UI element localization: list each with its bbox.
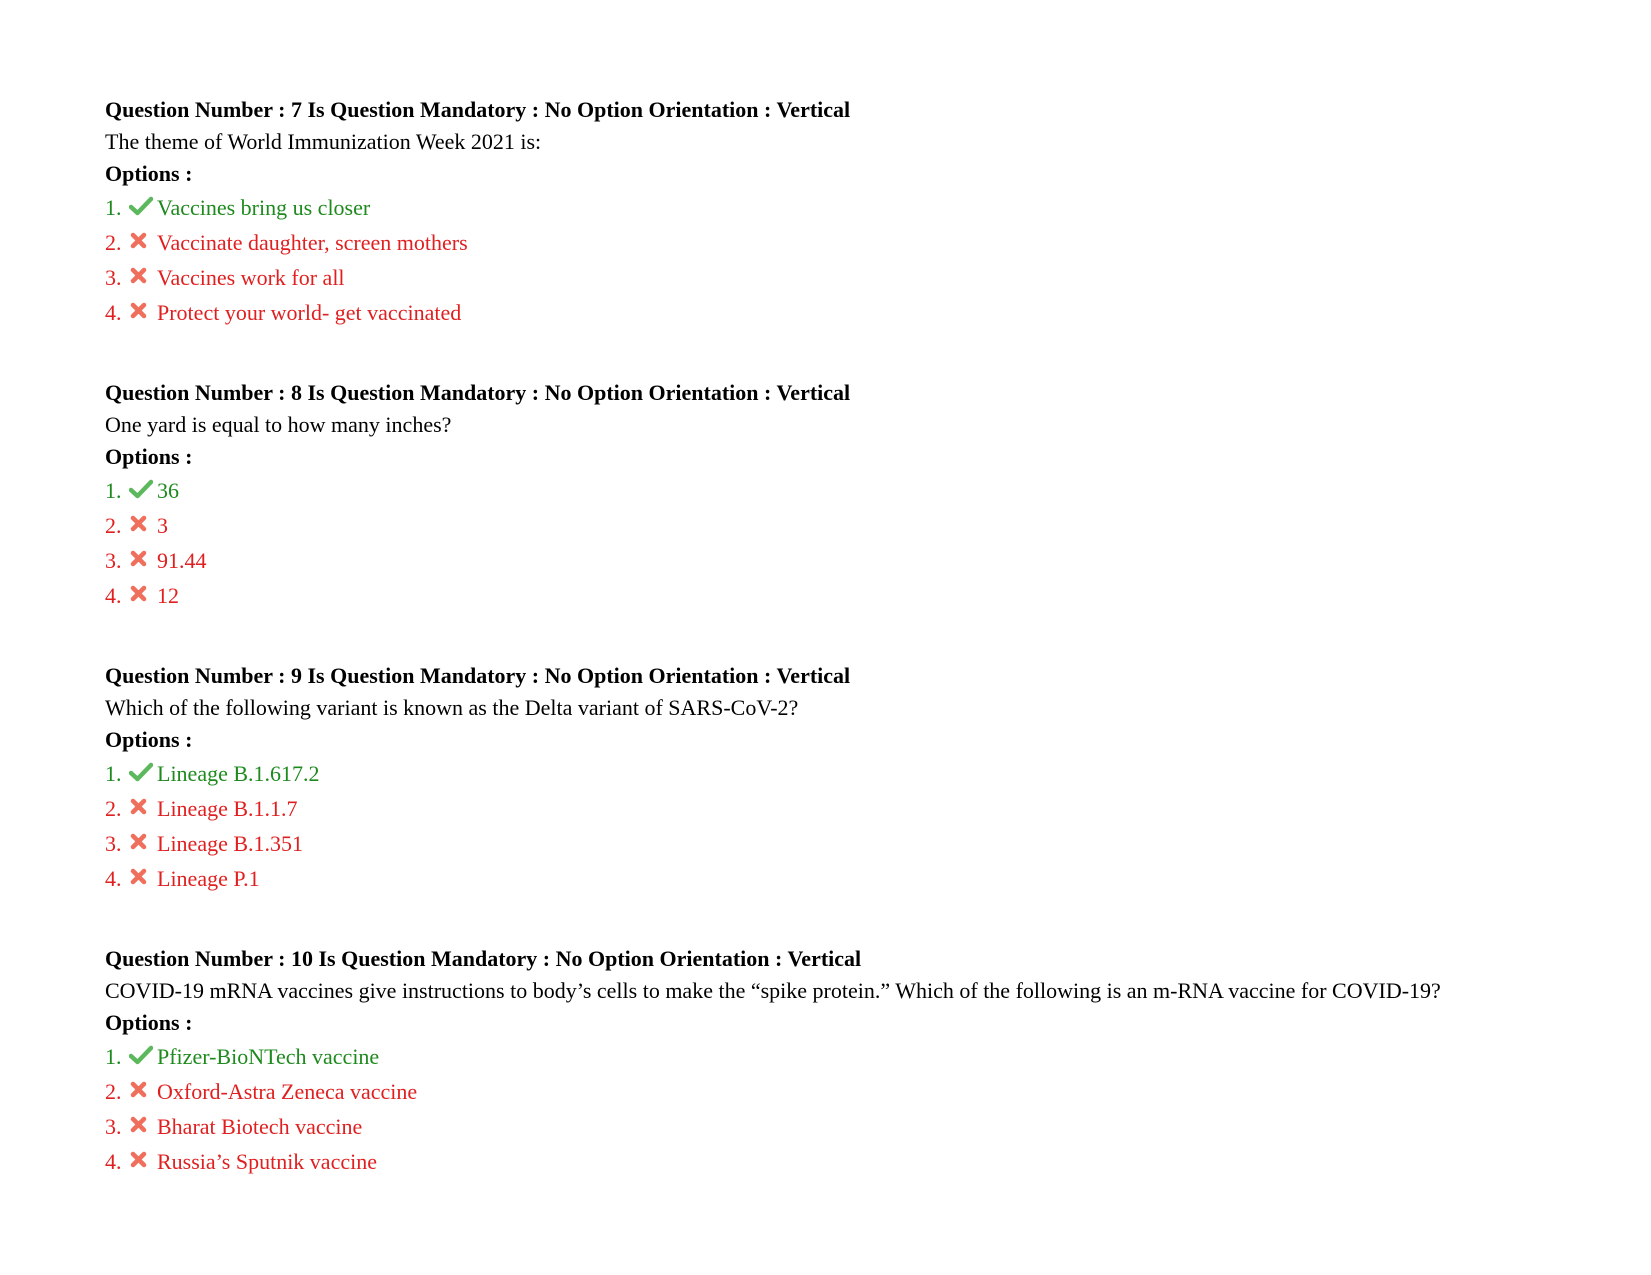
option-number: 4. — [105, 1149, 122, 1174]
cross-icon — [129, 544, 157, 566]
option-number: 4. — [105, 583, 122, 608]
option-item — [105, 190, 1625, 225]
option-text: 91.44 — [157, 548, 207, 573]
option-item — [105, 826, 1625, 861]
question-text: The theme of World Immunization Week 2021 is: — [105, 129, 542, 154]
option-item — [105, 578, 1625, 613]
option-number: 2. — [105, 513, 122, 538]
option-item — [105, 543, 1625, 578]
option-text: 12 — [157, 583, 179, 608]
option-number: 4. — [105, 300, 122, 325]
check-icon — [129, 191, 157, 213]
option-item — [105, 861, 1625, 896]
option-number: 2. — [105, 230, 122, 255]
option-text: Protect your world- get vaccinated — [157, 300, 462, 325]
option-text: Vaccines bring us closer — [157, 195, 371, 220]
option-item — [105, 1039, 1625, 1074]
option-item — [105, 473, 1625, 508]
question-text: One yard is equal to how many inches? — [105, 412, 452, 437]
cross-icon — [129, 862, 157, 884]
option-text: Lineage P.1 — [157, 866, 260, 891]
question-block — [105, 94, 1625, 330]
cross-icon — [129, 1110, 157, 1132]
option-number: 2. — [105, 1079, 122, 1104]
question-header: Question Number : 9 Is Question Mandatory : No Option Orientation : Vertical — [105, 663, 851, 688]
question-text: COVID-19 mRNA vaccines give instructions to body’s cells to make the “spike protein.” Which of the following is an m-RNA vaccine for COVID-19? — [105, 978, 1441, 1003]
options-label: Options : — [105, 727, 193, 752]
option-item — [105, 1109, 1625, 1144]
option-number: 3. — [105, 831, 122, 856]
cross-icon — [129, 827, 157, 849]
option-number: 2. — [105, 796, 122, 821]
cross-icon — [129, 579, 157, 601]
option-number: 4. — [105, 866, 122, 891]
cross-icon — [129, 296, 157, 318]
cross-icon — [129, 1075, 157, 1097]
option-item — [105, 756, 1625, 791]
check-icon — [129, 1040, 157, 1062]
question-text: Which of the following variant is known as the Delta variant of SARS-CoV-2? — [105, 695, 799, 720]
cross-icon — [129, 1145, 157, 1167]
options-label: Options : — [105, 444, 193, 469]
question-block — [105, 377, 1625, 613]
question-header: Question Number : 8 Is Question Mandatory : No Option Orientation : Vertical — [105, 380, 851, 405]
option-text: Bharat Biotech vaccine — [157, 1114, 363, 1139]
question-paper — [105, 94, 1625, 1226]
option-text: Pfizer-BioNTech vaccine — [157, 1044, 380, 1069]
option-item — [105, 1074, 1625, 1109]
cross-icon — [129, 509, 157, 531]
option-text: Oxford-Astra Zeneca vaccine — [157, 1079, 418, 1104]
option-number: 1. — [105, 478, 122, 503]
option-text: 36 — [157, 478, 179, 503]
question-header: Question Number : 7 Is Question Mandatory : No Option Orientation : Vertical — [105, 97, 851, 122]
option-item — [105, 225, 1625, 260]
cross-icon — [129, 261, 157, 283]
option-text: Lineage B.1.617.2 — [157, 761, 320, 786]
option-text: 3 — [157, 513, 168, 538]
option-item — [105, 508, 1625, 543]
check-icon — [129, 757, 157, 779]
option-number: 1. — [105, 761, 122, 786]
question-header: Question Number : 10 Is Question Mandatory : No Option Orientation : Vertical — [105, 946, 862, 971]
cross-icon — [129, 792, 157, 814]
option-text: Lineage B.1.1.7 — [157, 796, 298, 821]
option-item — [105, 791, 1625, 826]
question-block — [105, 660, 1625, 896]
option-item — [105, 1144, 1625, 1179]
question-block — [105, 943, 1625, 1179]
options-label: Options : — [105, 161, 193, 186]
option-number: 1. — [105, 1044, 122, 1069]
option-item — [105, 295, 1625, 330]
cross-icon — [129, 226, 157, 248]
option-number: 3. — [105, 548, 122, 573]
option-text: Vaccines work for all — [157, 265, 345, 290]
option-text: Lineage B.1.351 — [157, 831, 304, 856]
option-item — [105, 260, 1625, 295]
option-text: Russia’s Sputnik vaccine — [157, 1149, 377, 1174]
option-number: 1. — [105, 195, 122, 220]
options-label: Options : — [105, 1010, 193, 1035]
option-number: 3. — [105, 1114, 122, 1139]
option-text: Vaccinate daughter, screen mothers — [157, 230, 468, 255]
option-number: 3. — [105, 265, 122, 290]
check-icon — [129, 474, 157, 496]
